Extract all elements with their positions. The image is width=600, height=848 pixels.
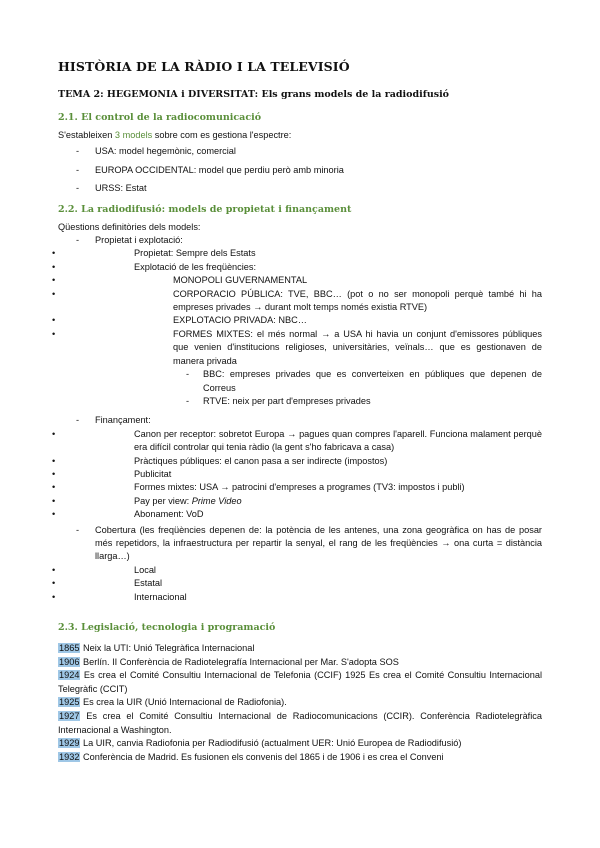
timeline-text: La UIR, canvia Radiofonia per Radiodifusió (actualment UER: Unió Europea de Radiodifusió) [80,738,462,749]
intro-text: S'estableixen [58,130,115,140]
timeline-entry [58,710,542,737]
models-list [58,145,542,195]
year-highlight: 1925 [59,697,80,708]
section-heading-2-1: 2.1. El control de la radiocomunicació [58,112,262,123]
list-item: - USA: model hegemònic, comercial [58,145,542,158]
financament-sublist [58,428,542,522]
section-heading-2-2: 2.2. La radiodifusió: models de propietat i finançament [58,203,352,215]
financament-list [58,414,542,427]
list-item: • Formes mixtes: USA → patrocini d'empreses a programes (TV3: impostos i publi) [58,481,542,494]
timeline-entry [58,737,542,751]
cobertura-sublist [58,564,542,604]
ppv-label: Pay per view: [134,495,192,506]
section-2-1-intro [58,129,542,142]
list-item: - EUROPA OCCIDENTAL: model que perdiu però amb minoria [58,164,542,177]
list-item: • Internacional [58,591,542,604]
year-highlight: 1865 [59,643,80,653]
timeline-text: Es crea la UIR (Unió Internacional de Radiofonia). [80,697,287,708]
list-item: • Explotació de les freqüències: [58,261,542,274]
intro-accent: 3 models [114,130,153,140]
year-highlight: 1924 [59,670,80,681]
timeline-text: Es crea el Comité Consultiu Internacional de Telefonia (CCIF) 1925 Es crea el Comité Consultiu Internacional Telegràfic (CCIT) [58,670,542,694]
cobertura-item: - Cobertura (les freqüències depenen de: la potència de les antenes, una zona geogràfica on has de posar més repetidors, la infraestructura per repartir la senyal, el rang de les freqüències → ona curta = distància llarga…) [58,524,542,564]
list-item: - RTVE: neix per part d'empreses privades [58,395,542,408]
list-item-propietat [58,234,542,247]
list-item: • Estatal [58,577,542,590]
year-highlight: 1927 [59,710,80,721]
formes-mixtes-sublist [58,368,542,408]
intro-text-end: sobre com es gestiona l'espectre: [152,130,292,140]
year-highlight: 1929 [59,738,80,749]
document-title: HISTÒRIA DE LA RÀDIO I LA TELEVISIÓ [58,59,350,74]
list-item: • Local [58,564,542,577]
list-item: • Canon per receptor: sobretot Europa → pagues quan compres l'aparell. Funciona malament perquè era difícil controlar qui tenia ràdio (la gent s'ho fabricava a casa) [58,428,542,455]
year-highlight: 1906 [59,656,80,667]
list-item: • Propietat: Sempre dels Estats [58,247,542,260]
list-item: • CORPORACIO PÚBLICA: TVE, BBC… (pot o no ser monopoli perquè també hi ha empreses privades → durant molt temps només existia RTVE) [58,288,542,315]
timeline-text: Es crea el Comité Consultiu Internacional de Radiocomunicacions (CCIR). Conferència Radiotelegràfica Internacional a Washington. [58,710,542,735]
year-highlight: 1932 [59,751,80,762]
explotacio-sublist [58,274,542,368]
timeline-entry [58,669,542,696]
list-item-financament: - Finançament: [58,414,542,427]
questions-list [58,234,542,247]
list-item: - BBC: empreses privades que es converteixen en públiques que depenen de Correus [58,368,542,395]
list-item: • Pràctiques públiques: el canon pasa a ser indirecte (impostos) [58,455,542,468]
timeline-text: Berlín. II Conferència de Radiotelegrafía Internacional per Mar. S'adopta SOS [80,656,399,667]
list-item: • Publicitat [58,468,542,481]
list-item: • Abonament: VoD [58,508,542,521]
list-item: • MONOPOLI GUVERNAMENTAL [58,274,542,287]
section-heading-2-3: 2.3. Legislació, tecnologia i programació [58,622,276,633]
timeline-entry [58,696,542,710]
list-item: - URSS: Estat [58,182,542,195]
section-2-2-intro: Qüestions definitòries dels models: [58,221,201,232]
list-item: • FORMES MIXTES: el més normal → a USA hi havia un conjunt d'emissores públiques que venien d'institucions religioses, universitàries, veïnals… que es gestionaven de manera privada [58,328,542,368]
timeline-text: Neix la UTI: Unió Telegràfica Internacional [80,643,255,653]
propietat-label: Propietat i explotació: [95,235,183,246]
timeline-entry [58,751,542,765]
list-item: • EXPLOTACIO PRIVADA: NBC… [58,314,542,327]
ppv-example: Prime Video [191,495,242,506]
timeline [58,642,542,764]
list-item-ppv [58,495,542,508]
timeline-entry [58,642,542,656]
topic-title: TEMA 2: HEGEMONIA i DIVERSITAT: Els grans models de la radiodifusió [58,89,450,100]
propietat-sublist [58,247,542,274]
timeline-entry [58,656,542,670]
timeline-text: Conferència de Madrid. Es fusionen els convenis del 1865 i de 1906 i es crea el Conveni [80,751,444,762]
